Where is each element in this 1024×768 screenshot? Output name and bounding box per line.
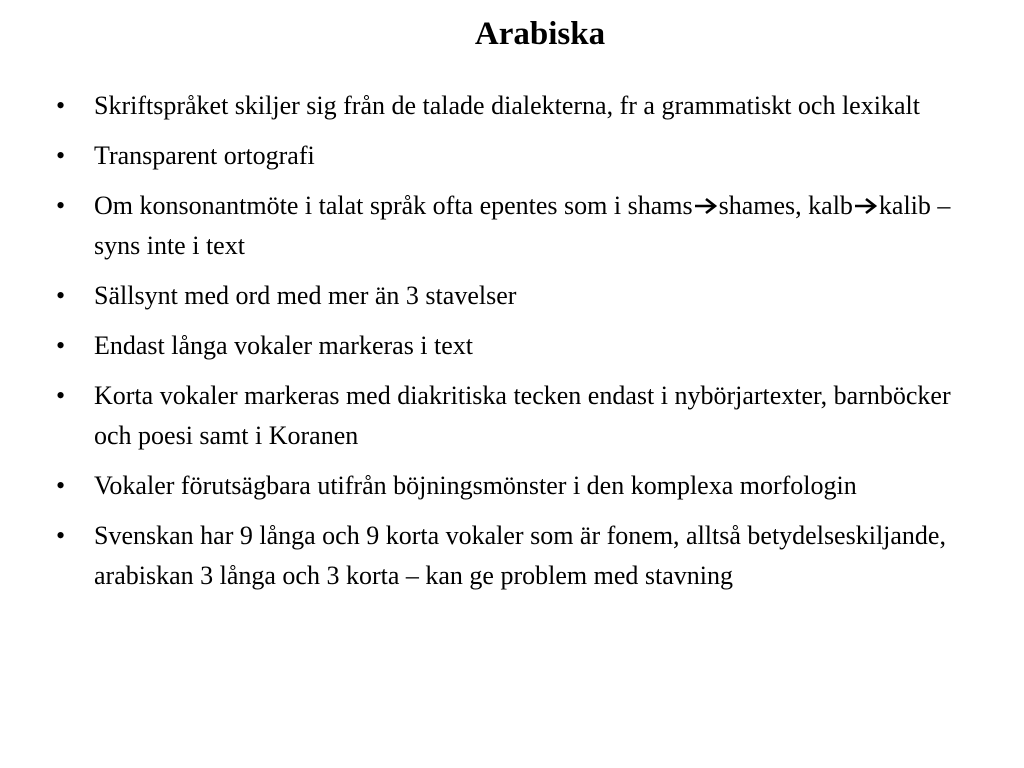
bullet-text-part: kalib – syns inte i text xyxy=(94,191,951,260)
bullet-text: Vokaler förutsägbara utifrån böjningsmönster i den komplexa morfologin xyxy=(94,471,857,500)
right-arrow-icon xyxy=(854,196,878,214)
bullet-dot: • xyxy=(56,141,66,170)
bullet-text: Transparent ortografi xyxy=(94,141,315,170)
bullet-text-part: Om konsonantmöte i talat språk ofta epentes som i shams xyxy=(94,191,693,220)
bullet-dot: • xyxy=(56,521,66,550)
bullet-item xyxy=(56,86,966,126)
bullet-item xyxy=(56,276,966,316)
bullet-text: Korta vokaler markeras med diakritiska tecken endast i nybörjartexter, barnböcker och poesi samt i Koranen xyxy=(94,381,951,450)
bullet-item xyxy=(56,326,966,366)
bullet-dot: • xyxy=(56,91,66,120)
bullet-text: Sällsynt med ord med mer än 3 stavelser xyxy=(94,281,517,310)
bullet-text-part: shames, kalb xyxy=(718,191,853,220)
bullet-text: Svenskan har 9 långa och 9 korta vokaler som är fonem, alltså betydelseskiljande, arabiskan 3 långa och 3 korta – kan ge problem med stavning xyxy=(94,521,946,590)
bullet-item xyxy=(56,186,966,266)
bullet-item xyxy=(56,136,966,176)
bullet-text: Endast långa vokaler markeras i text xyxy=(94,331,474,360)
bullet-dot: • xyxy=(56,381,66,410)
bullet-item xyxy=(56,376,966,456)
bullet-item xyxy=(56,466,966,506)
bullet-dot: • xyxy=(56,281,66,310)
bullet-text: Skriftspråket skiljer sig från de talade dialekterna, fr a grammatiskt och lexikalt xyxy=(94,91,920,120)
bullet-dot: • xyxy=(56,471,66,500)
right-arrow-icon xyxy=(694,196,718,214)
bullet-dot: • xyxy=(56,331,66,360)
slide-title: Arabiska xyxy=(474,16,606,52)
bullet-list xyxy=(56,86,966,606)
bullet-dot: • xyxy=(56,191,66,220)
bullet-item xyxy=(56,516,966,596)
